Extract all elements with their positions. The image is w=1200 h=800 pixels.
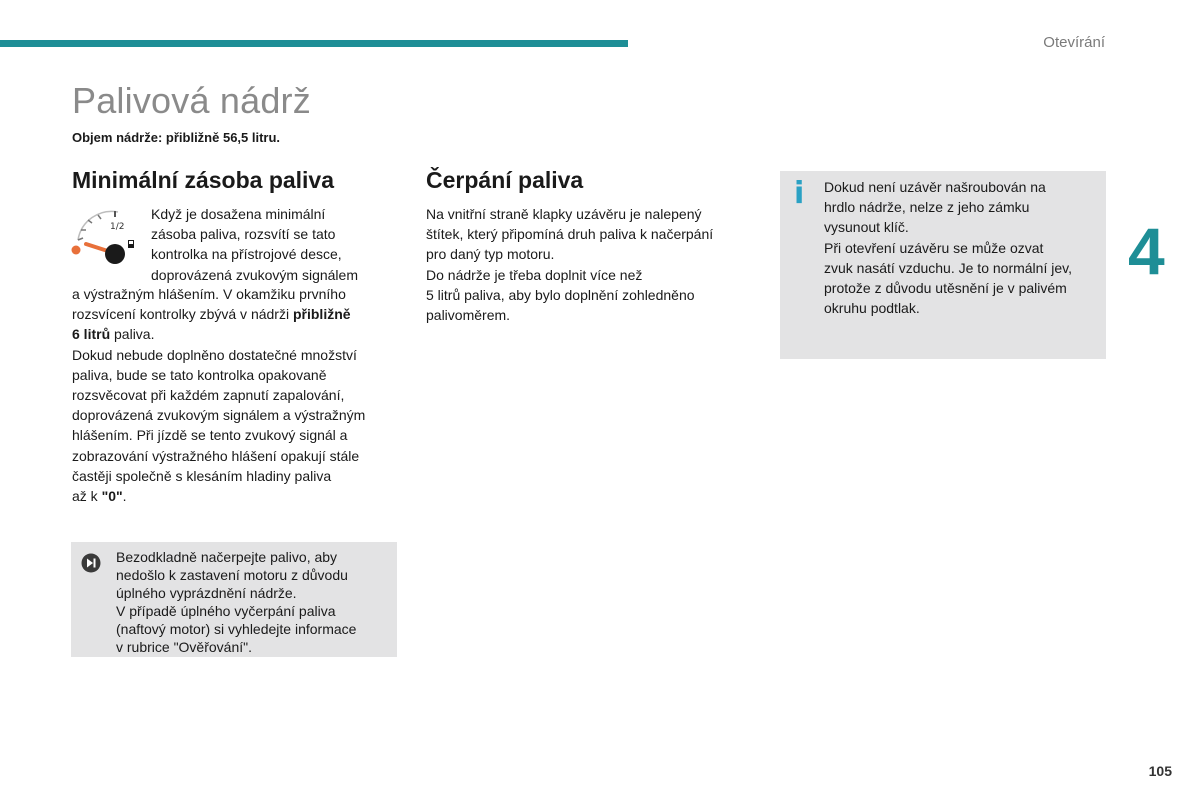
- text-run: paliva.: [110, 326, 155, 343]
- info-text: [824, 177, 1104, 318]
- text-line: a výstražným hlášením. V okamžiku prvního: [72, 286, 346, 302]
- text-line: hlášením. Při jízdě se tento zvukový signál a: [72, 427, 348, 444]
- text-line: [72, 324, 402, 344]
- info-icon: i: [794, 176, 805, 211]
- text-line: zobrazování výstražného hlášení opakují stále: [72, 447, 360, 464]
- text-run: až k: [72, 488, 102, 505]
- text-run: rozsvícení kontrolky zbývá v nádrži: [72, 306, 293, 323]
- tank-capacity-note: Objem nádrže: přibližně 56,5 litru.: [72, 130, 281, 145]
- text-line: palivoměrem.: [426, 307, 511, 324]
- chapter-number: 4: [1128, 214, 1165, 288]
- text-line: 5 litrů paliva, aby bylo doplnění zohledněno: [426, 286, 695, 303]
- text-line: štítek, který připomíná druh paliva k načerpání: [426, 226, 714, 243]
- text-line: častěji společně s klesáním hladiny paliva: [72, 467, 332, 484]
- text-run-bold: 6 litrů: [72, 326, 111, 343]
- page-title: Palivová nádrž: [72, 80, 311, 121]
- text-line: zásoba paliva, rozsvítí se tato: [151, 226, 336, 243]
- skip-forward-icon: [81, 553, 101, 573]
- text-line: Bezodkladně načerpejte palivo, aby: [116, 549, 338, 565]
- text-line: Do nádrže je třeba doplnit více než: [426, 266, 643, 283]
- text-line: pro daný typ motoru.: [426, 246, 555, 263]
- tip-text: [116, 548, 391, 656]
- text-run-bold: "0": [101, 488, 123, 505]
- gauge-label: 1/2: [110, 222, 125, 232]
- text-run: .: [122, 488, 127, 505]
- text-line: vysunout klíč.: [824, 219, 909, 236]
- text-line: rozsvěcovat při každém zapnutí zapalování,: [72, 387, 345, 404]
- header-accent-bar: [0, 40, 628, 47]
- text-line: Při otevření uzávěru se může ozvat: [824, 239, 1044, 256]
- text-run-bold: přibližně: [292, 306, 351, 323]
- fuel-gauge-icon: [68, 206, 136, 266]
- text-line: v rubrice "Ověřování".: [116, 639, 252, 655]
- text-line: (naftový motor) si vyhledejte informace: [116, 621, 357, 637]
- text-line: Dokud není uzávěr našroubován na: [824, 179, 1046, 195]
- info-box: [780, 171, 1106, 359]
- refuel-body: [426, 204, 756, 325]
- text-line: V případě úplného vyčerpání paliva: [116, 603, 336, 619]
- text-line: nedošlo k zastavení motoru z důvodu: [116, 567, 348, 583]
- text-line: doprovázená zvukovým signálem a výstražným: [72, 407, 366, 424]
- text-line: doprovázená zvukovým signálem: [151, 266, 358, 283]
- min-reserve-intro: [151, 204, 401, 285]
- text-line: kontrolka na přístrojové desce,: [151, 246, 342, 263]
- text-line: okruhu podtlak.: [824, 300, 920, 317]
- text-line: zvuk nasátí vzduchu. Je to normální jev,: [824, 259, 1072, 276]
- page-number: 105: [1148, 763, 1172, 779]
- refuel-heading: Čerpání paliva: [426, 167, 584, 193]
- min-reserve-body: [72, 284, 402, 506]
- text-line: protože z důvodu utěsnění je v palivém: [824, 280, 1067, 297]
- text-line: Na vnitřní straně klapky uzávěru je nalepený: [426, 206, 702, 222]
- text-line: hrdlo nádrže, nelze z jeho zámku: [824, 199, 1030, 216]
- section-label: Otevírání: [1043, 34, 1105, 51]
- tip-box: [71, 542, 397, 657]
- text-line: [72, 304, 402, 324]
- min-reserve-heading: Minimální zásoba paliva: [72, 167, 335, 193]
- text-line: [72, 486, 402, 506]
- text-line: Dokud nebude doplněno dostatečné množství: [72, 346, 357, 363]
- text-line: úplného vyprázdnění nádrže.: [116, 585, 297, 601]
- text-line: Když je dosažena minimální: [151, 206, 326, 222]
- text-line: paliva, bude se tato kontrolka opakovaně: [72, 366, 327, 383]
